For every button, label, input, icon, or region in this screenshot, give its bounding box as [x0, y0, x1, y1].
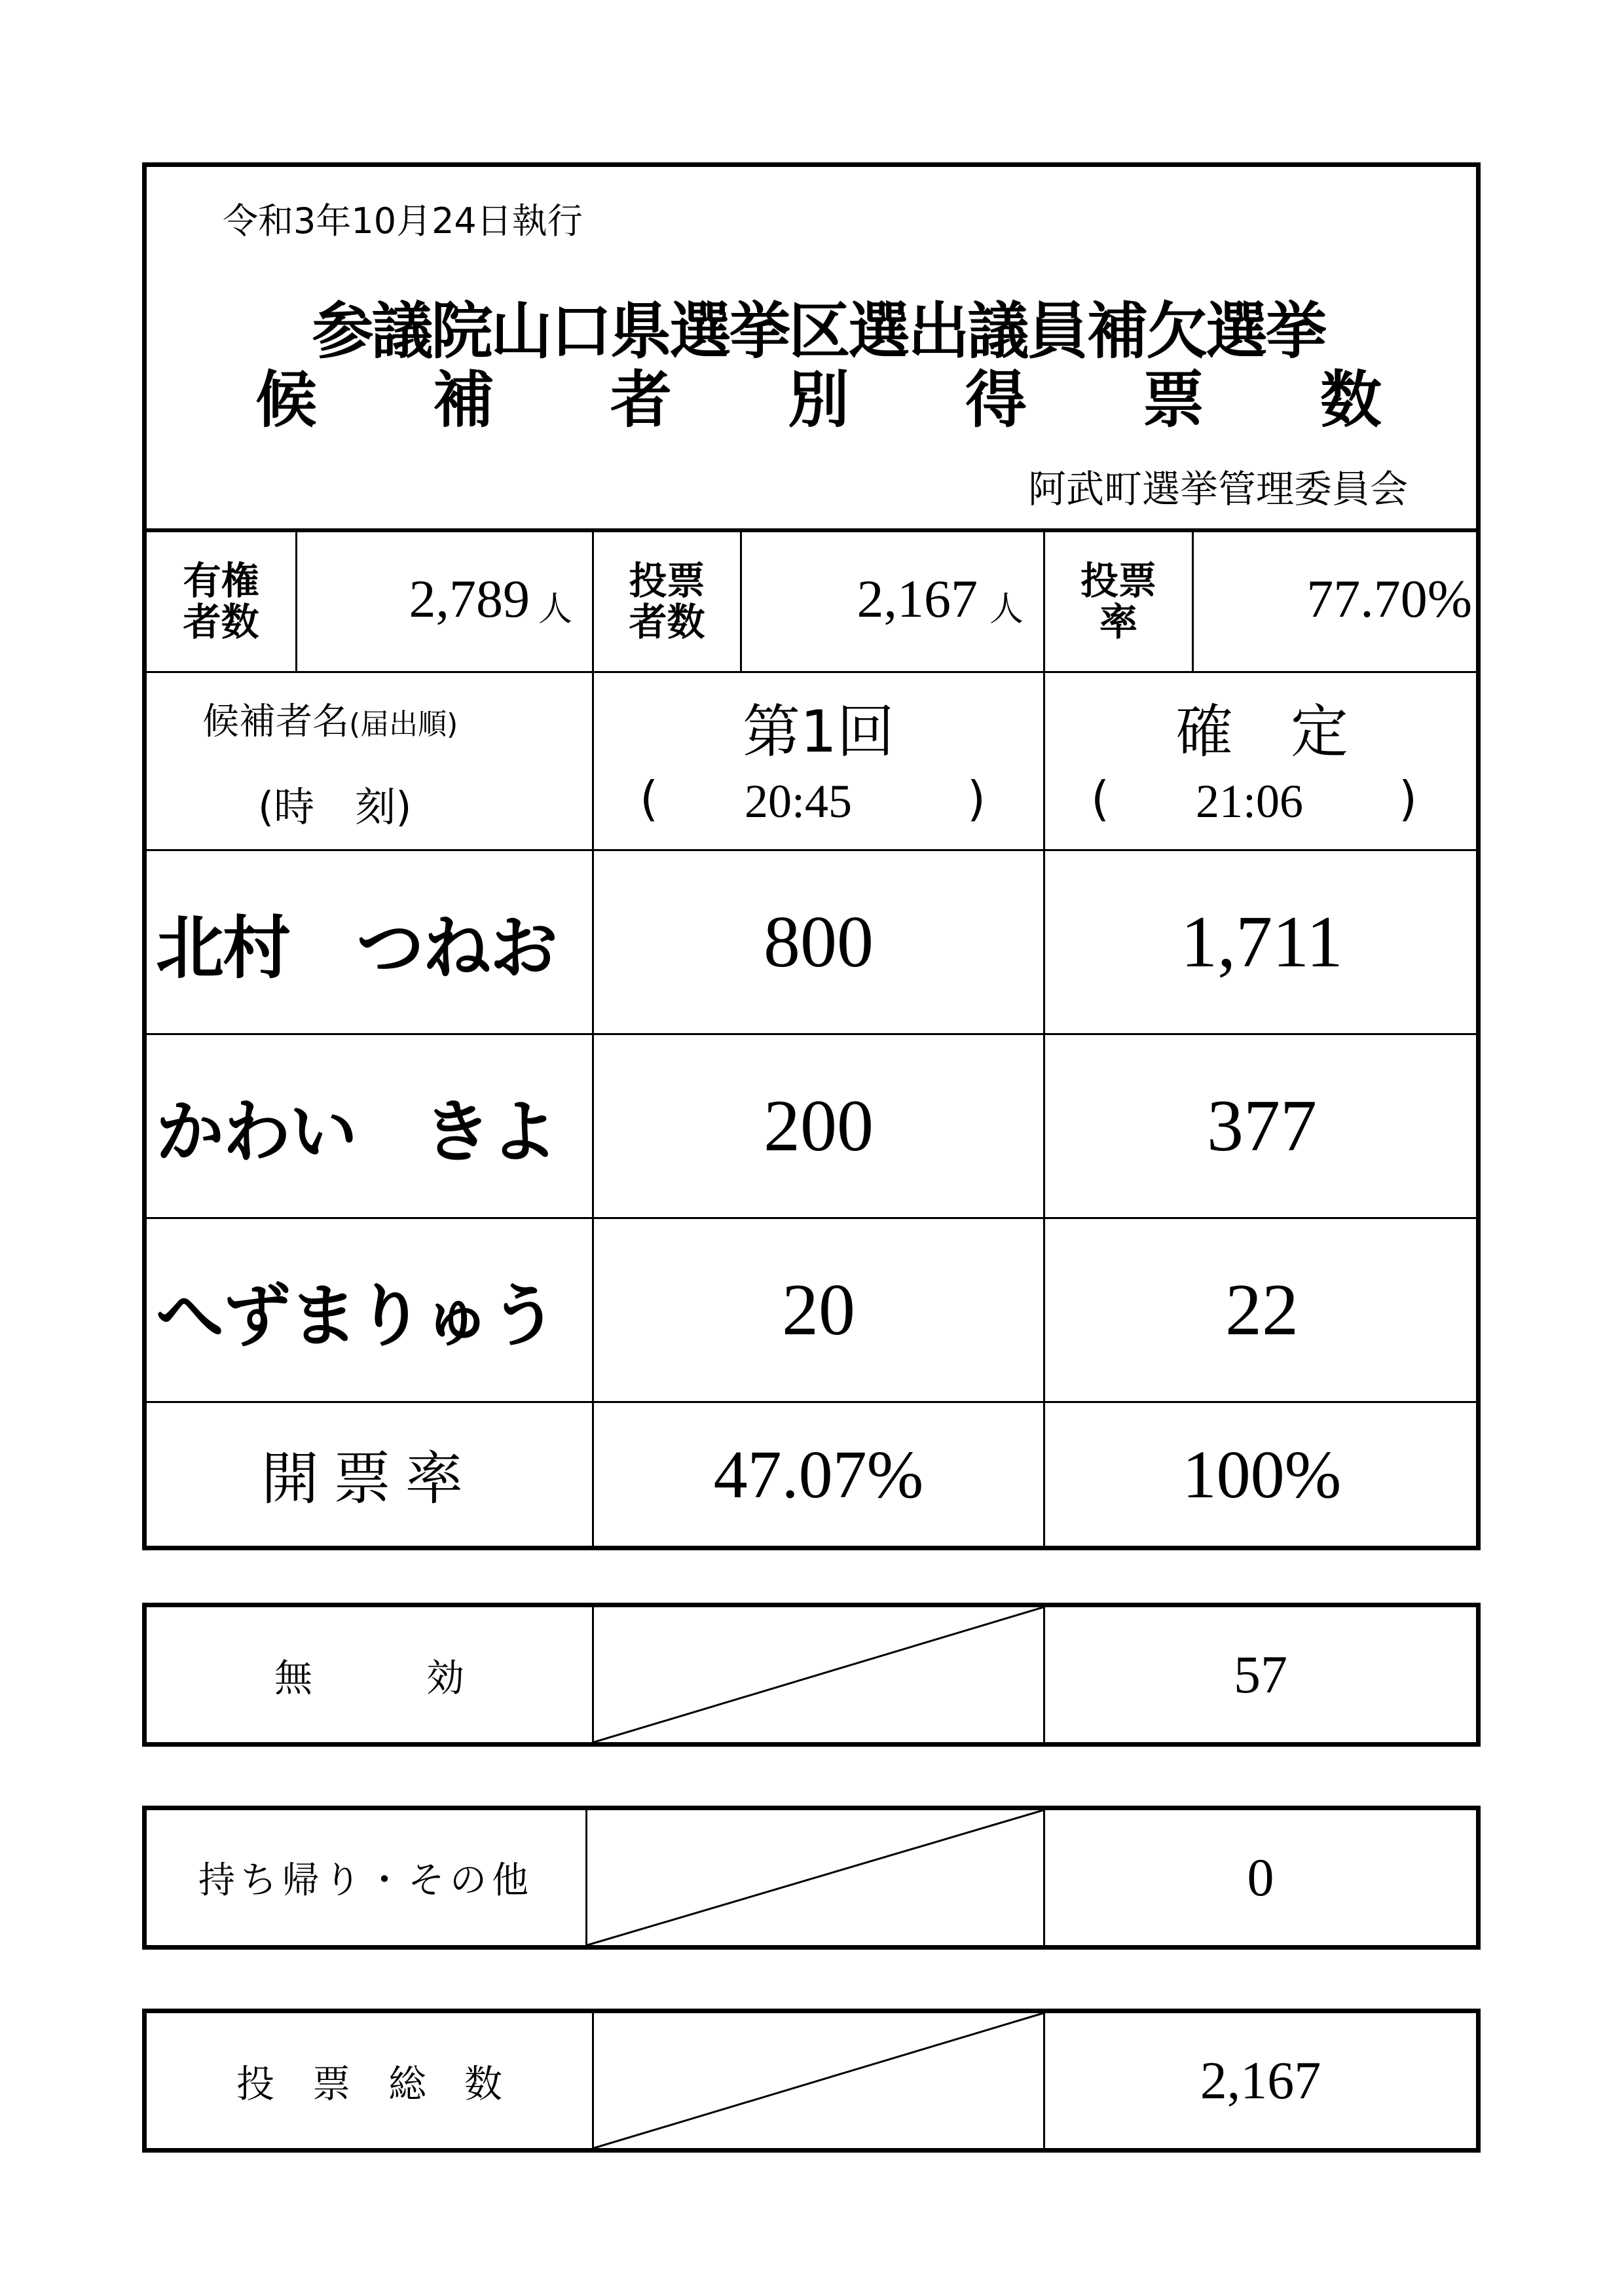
candidate-final-votes: 1,711: [1181, 901, 1343, 983]
blank-slash: [594, 2013, 1043, 2148]
candidate-round1-votes: 20: [782, 1269, 855, 1351]
round1-time: 20:45: [745, 775, 853, 828]
round1-time-open: (: [640, 771, 659, 826]
count-rate-final: 100%: [1182, 1436, 1342, 1512]
candidate-name: 北村 つねお: [156, 908, 557, 988]
total-value: 2,167: [1200, 2050, 1321, 2110]
subtitle-char: 補: [432, 365, 494, 436]
final-column-header: [1045, 673, 1479, 849]
subtitle-char: 者: [610, 365, 672, 436]
subtitle-char: 別: [787, 365, 849, 436]
time-header: (時 刻): [258, 783, 412, 831]
round1-header: 第1回: [743, 698, 895, 765]
name-header: 候補者名: [202, 701, 349, 743]
rate-label-line: 率: [1099, 600, 1137, 644]
voters-label-line: 投票: [629, 558, 705, 604]
eligible-label-line: 有権: [183, 558, 259, 604]
voters-count: [742, 532, 1043, 671]
blank-slash: [594, 1607, 1043, 1742]
candidate-name: かわい きよ: [156, 1092, 557, 1172]
candidate-round1-votes: 200: [764, 1085, 874, 1167]
total-label: 投 票 総 数: [236, 2062, 502, 2106]
page-title: 参議院山口県選挙区選出議員補欠選挙: [312, 296, 1325, 367]
count-rate-label: 開票率: [261, 1445, 477, 1512]
eligible-label: [147, 532, 295, 671]
voters-label-line: 者数: [629, 600, 705, 644]
final-time-open: (: [1091, 771, 1110, 826]
name-column-header: [147, 673, 592, 849]
final-time: 21:06: [1196, 775, 1304, 828]
candidate-final-votes: 22: [1225, 1269, 1299, 1351]
round1-column-header: [594, 673, 1043, 849]
final-header: 確 定: [1175, 698, 1348, 765]
rate-value: 77.70%: [1306, 569, 1472, 629]
voters-unit: 人: [989, 590, 1024, 629]
name-header-line: [202, 693, 458, 745]
name-header-note: (届出順): [349, 708, 458, 741]
subtitle-char: 得: [965, 365, 1027, 436]
candidate-name: へずまりゅう: [156, 1276, 557, 1356]
candidate-final-votes: 377: [1207, 1085, 1317, 1167]
round1-time-close: ): [967, 771, 986, 826]
rate-label: [1045, 532, 1192, 671]
candidate-round1-votes: 800: [764, 901, 874, 983]
committee-name: 阿武町選挙管理委員会: [1028, 467, 1409, 511]
page-subtitle: [255, 350, 1382, 439]
rate-label-line: 投票: [1080, 558, 1156, 604]
subtitle-char: 数: [1320, 365, 1382, 436]
eligible-unit: 人: [538, 590, 572, 629]
turnout-rate: [1194, 532, 1479, 671]
eligible-count: [297, 532, 592, 671]
invalid-label: 無 効: [274, 1656, 464, 1700]
election-date: 令和3年10月24日執行: [223, 200, 583, 242]
voters-value: 2,167: [857, 569, 978, 629]
eligible-label-line: 者数: [183, 600, 259, 644]
blank-slash: [587, 1810, 1043, 1945]
final-time-close: ): [1399, 771, 1418, 826]
eligible-value: 2,789: [409, 569, 530, 629]
subtitle-char: 票: [1142, 365, 1204, 436]
count-rate-round1: 47.07%: [713, 1436, 924, 1512]
other-value: 0: [1247, 1848, 1274, 1907]
subtitle-char: 候: [255, 365, 318, 436]
invalid-value: 57: [1234, 1645, 1287, 1704]
other-label: 持ち帰り・その他: [198, 1859, 534, 1902]
voters-label: [594, 532, 740, 671]
